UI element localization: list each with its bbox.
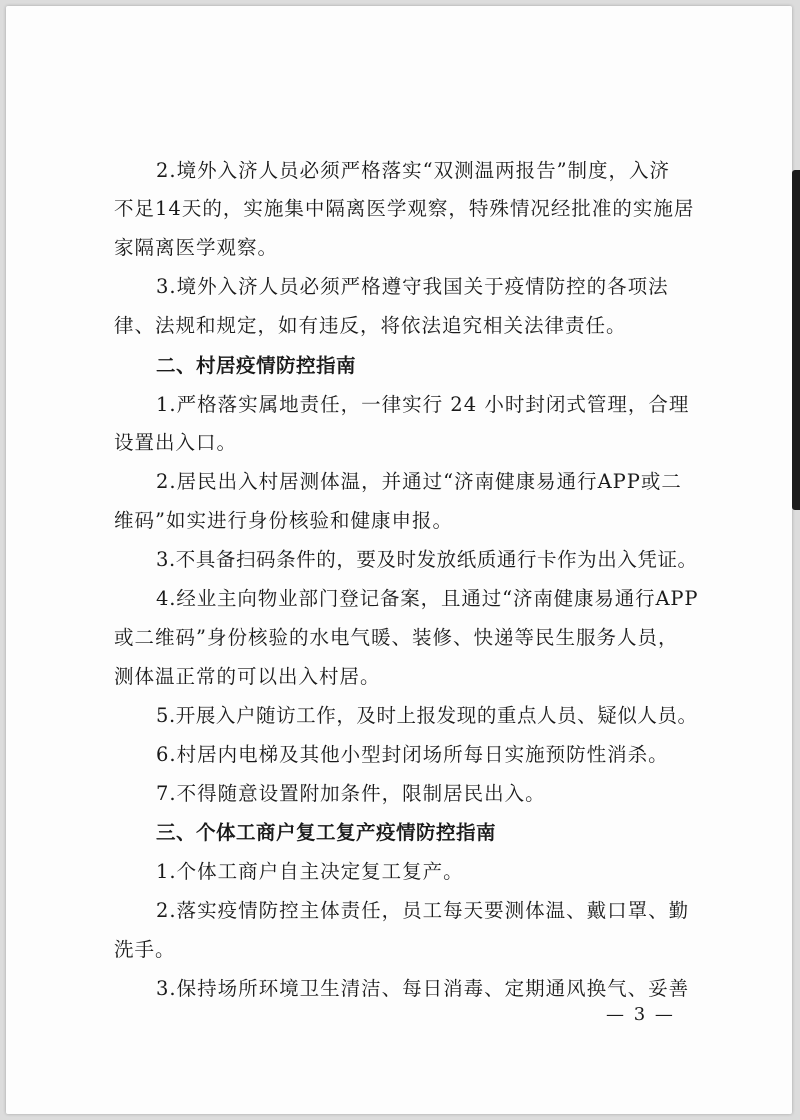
paragraph-line: 5.开展入户随访工作，及时上报发现的重点人员、疑似人员。	[156, 704, 698, 727]
paragraph-line: 2.居民出入村居测体温，并通过“济南健康易通行APP或二	[156, 470, 682, 493]
paragraph-line: 3.境外入济人员必须严格遵守我国关于疫情防控的各项法	[156, 275, 669, 298]
paragraph-line: 1.个体工商户自主决定复工复产。	[156, 860, 464, 883]
paragraph-line: 维码”如实进行身份核验和健康申报。	[114, 509, 453, 532]
paragraph-line: 设置出入口。	[114, 431, 238, 454]
paragraph-line: 2.落实疫情防控主体责任，员工每天要测体温、戴口罩、勤	[156, 899, 690, 922]
section-heading: 三、个体工商户复工复产疫情防控指南	[156, 821, 497, 844]
paragraph-line: 或二维码”身份核验的水电气暖、装修、快递等民生服务人员，	[114, 626, 679, 649]
paragraph-line: 7.不得随意设置附加条件，限制居民出入。	[156, 782, 546, 805]
paragraph-line: 不足14天的，实施集中隔离医学观察，特殊情况经批准的实施居	[114, 197, 695, 220]
section-heading: 二、村居疫情防控指南	[156, 354, 357, 377]
paragraph-line: 洗手。	[114, 938, 176, 961]
scrollbar-handle[interactable]	[792, 170, 800, 510]
paragraph-line: 律、法规和规定，如有违反，将依法追究相关法律责任。	[114, 314, 627, 337]
paragraph-line: 1.严格落实属地责任，一律实行 24 小时封闭式管理，合理	[156, 393, 690, 416]
paragraph-line: 3.保持场所环境卫生清洁、每日消毒、定期通风换气、妥善	[156, 977, 690, 1000]
paragraph-line: 家隔离医学观察。	[114, 236, 279, 259]
page-number: — 3 —	[606, 1004, 675, 1025]
paragraph-line: 4.经业主向物业部门登记备案，且通过“济南健康易通行APP	[156, 587, 699, 610]
paragraph-line: 3.不具备扫码条件的，要及时发放纸质通行卡作为出入凭证。	[156, 548, 698, 571]
paragraph-line: 测体温正常的可以出入村居。	[114, 665, 381, 688]
paragraph-line: 2.境外入济人员必须严格落实“双测温两报告”制度，入济	[156, 159, 671, 182]
document-page	[6, 6, 792, 1114]
paragraph-line: 6.村居内电梯及其他小型封闭场所每日实施预防性消杀。	[156, 743, 669, 766]
